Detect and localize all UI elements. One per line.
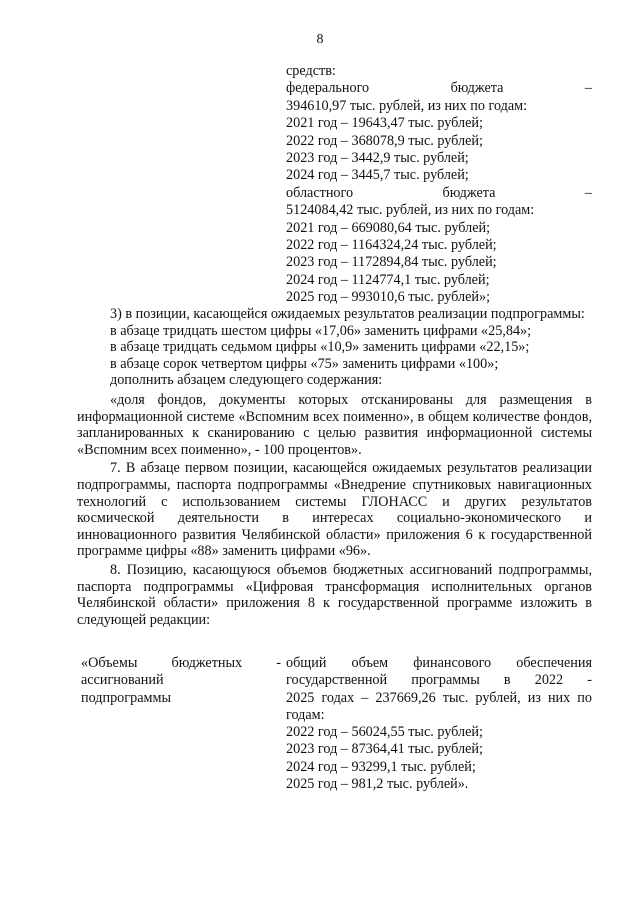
table-left-line: «Объемы бюджетных -: [81, 655, 281, 671]
item8-paragraph: 8. Позицию, касающуюся объемов бюджетных ассигнований подпрограммы, паспорта подпрограммы «Цифровая трансформация исполнительных органов Челябинской области» приложения 8 к государственной программе изложить в следующей редакции:: [77, 561, 592, 628]
table-left-line: подпрограммы: [81, 689, 171, 706]
item3-intro: 3) в позиции, касающейся ожидаемых результатов реализации подпрограммы:: [110, 306, 585, 322]
item3-bullet: в абзаце тридцать шестом цифры «17,06» заменить цифрами «25,84»;: [110, 322, 532, 339]
funding-line: средств:: [286, 63, 336, 79]
table-right-line: общий объем финансового обеспечения: [286, 655, 592, 671]
item7-paragraph: 7. В абзаце первом позиции, касающейся ожидаемых результатов реализации подпрограммы, паспорта подпрограммы «Внедрение спутниковых навигационных технологий с использованием системы ГЛОНАСС и других результатов космической деятельности в интересах социально-экономического и инновационного развития Челябинской области» приложения 6 к государственной программе цифры «88» заменить цифрами «96».: [77, 460, 592, 560]
funding-line: 2023 год – 1172894,84 тыс. рублей;: [286, 254, 497, 271]
funding-line: 2021 год – 19643,47 тыс. рублей;: [286, 115, 483, 132]
funding-line: федерального бюджета –: [286, 80, 592, 97]
funding-line: 2021 год – 669080,64 тыс. рублей;: [286, 219, 491, 236]
table-left-cell: [81, 655, 281, 707]
table-right-line: 2025 год – 981,2 тыс. рублей».: [286, 776, 469, 793]
item3-bullet: дополнить абзацем следующего содержания:: [110, 372, 383, 389]
page-number: 8: [316, 32, 324, 47]
funding-line: 5124084,42 тыс. рублей, из них по годам:: [286, 202, 535, 219]
funding-line: 2023 год – 3442,9 тыс. рублей;: [286, 150, 469, 167]
funding-line: 2025 год – 993010,6 тыс. рублей»;: [286, 289, 491, 306]
table-right-line: 2022 год – 56024,55 тыс. рублей;: [286, 724, 483, 741]
funding-line: 2024 год – 3445,7 тыс. рублей;: [286, 167, 469, 184]
table-right-line: 2025 годах – 237669,26 тыс. рублей, из них по: [286, 689, 592, 706]
table-right-line: 2024 год – 93299,1 тыс. рублей;: [286, 758, 476, 775]
table-left-line: ассигнований: [81, 672, 164, 689]
item3-quote: «доля фондов, документы которых отсканированы для размещения в информационной системе «Вспомним всех поименно», в общем количестве фондов, запланированных к сканированию с целью развития информационной системы «Вспомним всех поименно», - 100 процентов».: [77, 391, 592, 458]
body-text: [77, 306, 592, 628]
funding-line: 2024 год – 1124774,1 тыс. рублей;: [286, 271, 490, 288]
funding-line: областного бюджета –: [286, 184, 592, 201]
table-right-line: 2023 год – 87364,41 тыс. рублей;: [286, 741, 483, 758]
funding-line: 2022 год – 1164324,24 тыс. рублей;: [286, 237, 497, 254]
table-right-line: годам:: [286, 706, 325, 723]
item3-bullet: в абзаце сорок четвертом цифры «75» заменить цифрами «100»;: [110, 355, 499, 372]
funding-block: [286, 63, 592, 307]
funding-line: 394610,97 тыс. рублей, из них по годам:: [286, 97, 528, 114]
item3-bullet: в абзаце тридцать седьмом цифры «10,9» заменить цифрами «22,15»;: [110, 339, 530, 356]
table-right-line: государственной программы в 2022 -: [286, 672, 592, 689]
funding-line: 2022 год – 368078,9 тыс. рублей;: [286, 132, 483, 149]
table-right-cell: [286, 655, 592, 793]
